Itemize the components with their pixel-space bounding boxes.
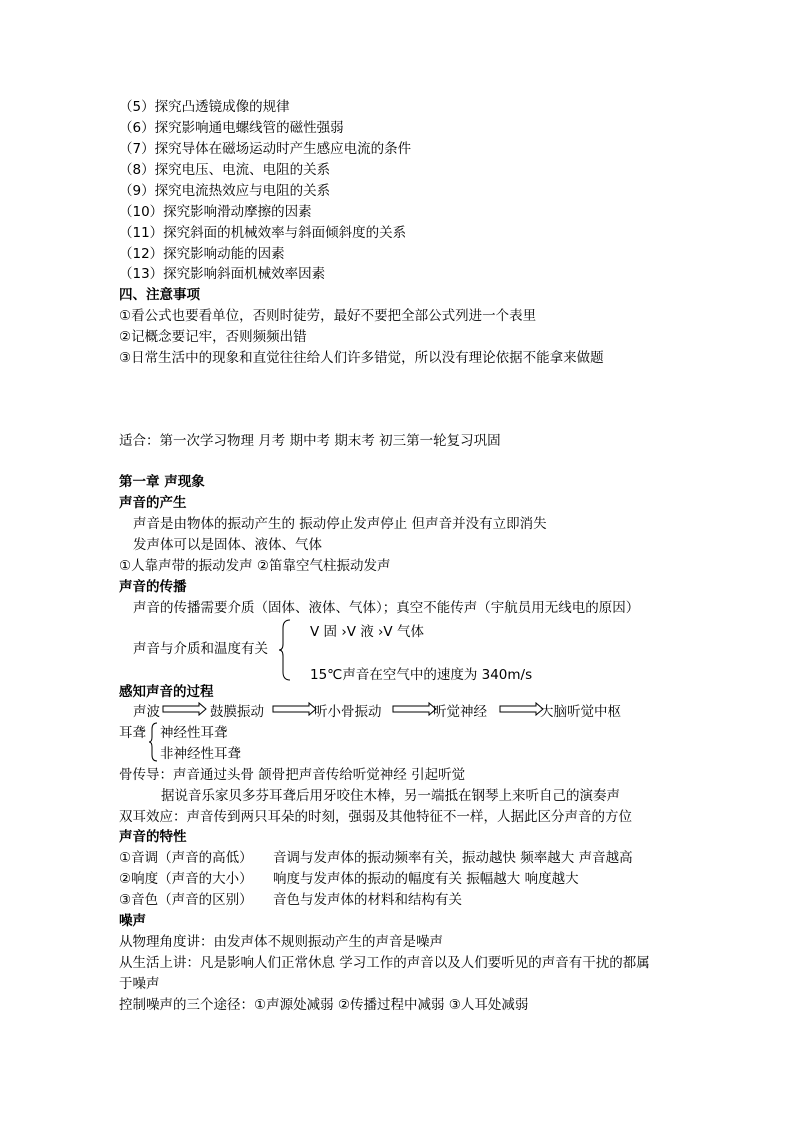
bone-conduction-line: 骨传导：声音通过头骨 颌骨把声音传给听觉神经 引起听觉	[119, 767, 466, 783]
propagation-line: 声音的传播需要介质（固体、液体、气体）；真空不能传声（宇航员用无线电的原因）	[133, 600, 640, 616]
note-item: ①看公式也要看单位，否则时徒劳，最好不要把全部公式列进一个表里	[119, 308, 537, 324]
characteristic-name: ①音调（声音的高低）	[119, 850, 253, 866]
experiment-item: （9）探究电流热效应与电阻的关系	[119, 183, 331, 199]
chain-step: 听小骨振动	[314, 704, 382, 720]
section-heading-perception: 感知声音的过程	[119, 684, 214, 700]
binaural-line: 双耳效应：声音传到两只耳朵的时刻，强弱及其他特征不一样，人据此区分声音的方位	[119, 809, 632, 825]
propagation-label: 声音与介质和温度有关	[133, 641, 268, 657]
experiment-item: （5）探究凸透镜成像的规律	[119, 99, 290, 115]
noise-line: 从生活上讲：凡是影响人们正常休息 学习工作的声音以及人们要听见的声音有干扰的都属	[119, 955, 650, 971]
experiment-item: （11）探究斜面的机械效率与斜面倾斜度的关系	[119, 225, 407, 241]
noise-line: 控制噪声的三个途径：①声源处减弱 ②传播过程中减弱 ③人耳处减弱	[119, 997, 529, 1013]
arrow-icon	[273, 702, 317, 716]
noise-line: 于噪声	[119, 976, 160, 992]
beethoven-line: 据说音乐家贝多芬耳聋后用牙咬住木棒，另一端抵在钢琴上来听自己的演奏声	[161, 788, 620, 804]
experiment-item: （13）探究影响斜面机械效率因素	[119, 266, 326, 282]
characteristic-desc: 响度与发声体的振动的幅度有关 振幅越大 响度越大	[273, 871, 579, 887]
propagation-branch: 15℃声音在空气中的速度为 340m/s	[310, 667, 533, 683]
production-line: ①人靠声带的振动发声 ②笛靠空气柱振动发声	[119, 558, 391, 574]
deaf-label: 耳聋	[119, 725, 146, 741]
deaf-type: 非神经性耳聋	[160, 746, 241, 762]
section-heading-production: 声音的产生	[119, 495, 187, 511]
notes-heading: 四、注意事项	[119, 287, 200, 303]
deaf-type: 神经性耳聋	[160, 725, 228, 741]
noise-line: 从物理角度讲：由发声体不规则振动产生的声音是噪声	[119, 934, 443, 950]
experiment-item: （10）探究影响滑动摩擦的因素	[119, 204, 312, 220]
chain-step: 鼓膜振动	[210, 704, 264, 720]
propagation-branch: V 固 ›V 液 ›V 气体	[310, 624, 424, 640]
note-item: ③日常生活中的现象和直觉往往给人们许多错觉，所以没有理论依据不能拿来做题	[119, 350, 604, 366]
brace-propagation	[278, 618, 292, 682]
characteristic-desc: 音调与发声体的振动频率有关，振动越快 频率越大 声音越高	[273, 850, 633, 866]
suitable-line: 适合：第一次学习物理 月考 期中考 期末考 初三第一轮复习巩固	[119, 433, 501, 449]
section-heading-characteristics: 声音的特性	[119, 829, 187, 845]
characteristic-name: ③音色（声音的区别）	[119, 892, 253, 908]
chapter-title: 第一章 声现象	[119, 474, 205, 490]
characteristic-desc: 音色与发声体的材料和结构有关	[273, 892, 462, 908]
section-heading-noise: 噪声	[119, 913, 146, 929]
chain-step: 听觉神经	[433, 704, 487, 720]
arrow-icon	[500, 702, 544, 716]
section-heading-propagation: 声音的传播	[119, 579, 187, 595]
experiment-item: （12）探究影响动能的因素	[119, 246, 285, 262]
experiment-item: （6）探究影响通电螺线管的磁性强弱	[119, 120, 344, 136]
production-line: 声音是由物体的振动产生的 振动停止发声停止 但声音并没有立即消失	[133, 516, 547, 532]
production-line: 发声体可以是固体、液体、气体	[133, 537, 322, 553]
chain-step: 大脑听觉中枢	[540, 704, 621, 720]
arrow-icon	[393, 702, 437, 716]
note-item: ②记概念要记牢，否则频频出错	[119, 329, 307, 345]
brace-deafness	[148, 722, 158, 762]
experiment-item: （7）探究导体在磁场运动时产生感应电流的条件	[119, 141, 412, 157]
characteristic-name: ②响度（声音的大小）	[119, 871, 253, 887]
arrow-icon	[163, 702, 207, 716]
experiment-item: （8）探究电压、电流、电阻的关系	[119, 162, 331, 178]
chain-step: 声波	[133, 704, 160, 720]
